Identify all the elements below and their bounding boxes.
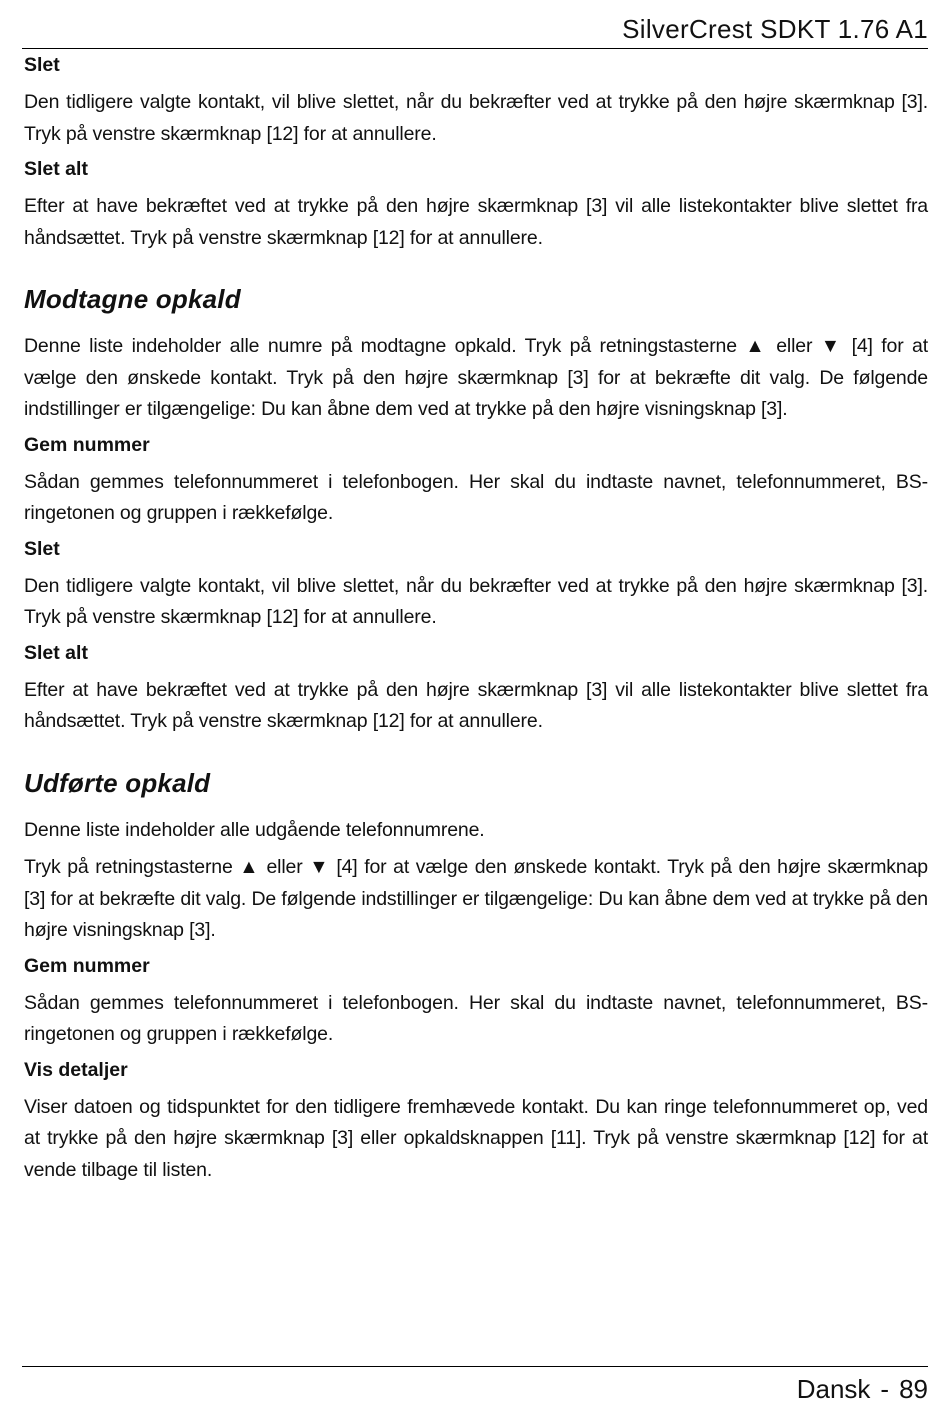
section-heading-modtagne-opkald: Modtagne opkald: [24, 284, 241, 314]
footer-divider: [22, 1366, 928, 1367]
paragraph: Denne liste indeholder alle numre på modtagne opkald. Tryk på retningstasterne ▲ eller ▼ [4] for at vælge den ønskede kontakt. Tryk på den højre skærmknap [3] for at bekræfte dit valg. De følgende indstillinger er tilgængelige: Du kan åbne dem ved at trykke på den højre visningsknap [3].: [24, 335, 928, 420]
page-footer: [797, 1374, 928, 1405]
paragraph: Efter at have bekræftet ved at trykke på den højre skærmknap [3] vil alle listekontakter blive slettet fra håndsættet. Tryk på venstre skærmknap [12] for at annullere.: [24, 195, 928, 249]
header-divider: [22, 48, 928, 49]
paragraph: Viser datoen og tidspunktet for den tidligere fremhævede kontakt. Du kan ringe telefonnummeret op, ved at trykke på den højre skærmknap [3] eller opkaldsknappen [11]. Tryk på venstre skærmknap [12] for at vende tilbage til listen.: [24, 1095, 928, 1181]
subheading-slet-alt: Slet alt: [24, 158, 88, 180]
paragraph: Den tidligere valgte kontakt, vil blive slettet, når du bekræfter ved at trykke på den højre skærmknap [3]. Tryk på venstre skærmknap [12] for at annullere.: [24, 91, 928, 145]
paragraph: Den tidligere valgte kontakt, vil blive slettet, når du bekræfter ved at trykke på den højre skærmknap [3]. Tryk på venstre skærmknap [12] for at annullere.: [24, 574, 928, 628]
paragraph: Sådan gemmes telefonnummeret i telefonbogen. Her skal du indtaste navnet, telefonnummeret, BS-ringetonen og gruppen i rækkefølge.: [24, 470, 928, 524]
subheading-gem-nummer: Gem nummer: [24, 954, 150, 977]
subheading-slet: Slet: [24, 537, 60, 560]
section-heading-udforte-opkald: Udførte opkald: [24, 767, 211, 798]
document-header-title: SilverCrest SDKT 1.76 A1: [622, 14, 928, 44]
footer-separator: -: [880, 1374, 890, 1404]
page-number: 89: [899, 1374, 928, 1404]
subheading-slet: Slet: [24, 54, 60, 76]
paragraph: Efter at have bekræftet ved at trykke på den højre skærmknap [3] vil alle listekontakter blive slettet fra håndsættet. Tryk på venstre skærmknap [12] for at annullere.: [24, 678, 928, 732]
paragraph: Denne liste indeholder alle udgående telefonnumrene.: [24, 818, 485, 841]
subheading-gem-nummer: Gem nummer: [24, 433, 150, 456]
footer-language: Dansk: [796, 1374, 871, 1404]
subheading-vis-detaljer: Vis detaljer: [24, 1058, 128, 1081]
paragraph: Sådan gemmes telefonnummeret i telefonbogen. Her skal du indtaste navnet, telefonnummeret, BS-ringetonen og gruppen i rækkefølge.: [24, 991, 928, 1045]
page-content: [24, 54, 928, 1186]
paragraph: Tryk på retningstasterne ▲ eller ▼ [4] for at vælge den ønskede kontakt. Tryk på den højre skærmknap [3] for at bekræfte dit valg. De følgende indstillinger er tilgængelige: Du kan åbne dem ved at trykke på den højre visningsknap [3].: [24, 856, 928, 941]
subheading-slet-alt: Slet alt: [24, 641, 88, 664]
